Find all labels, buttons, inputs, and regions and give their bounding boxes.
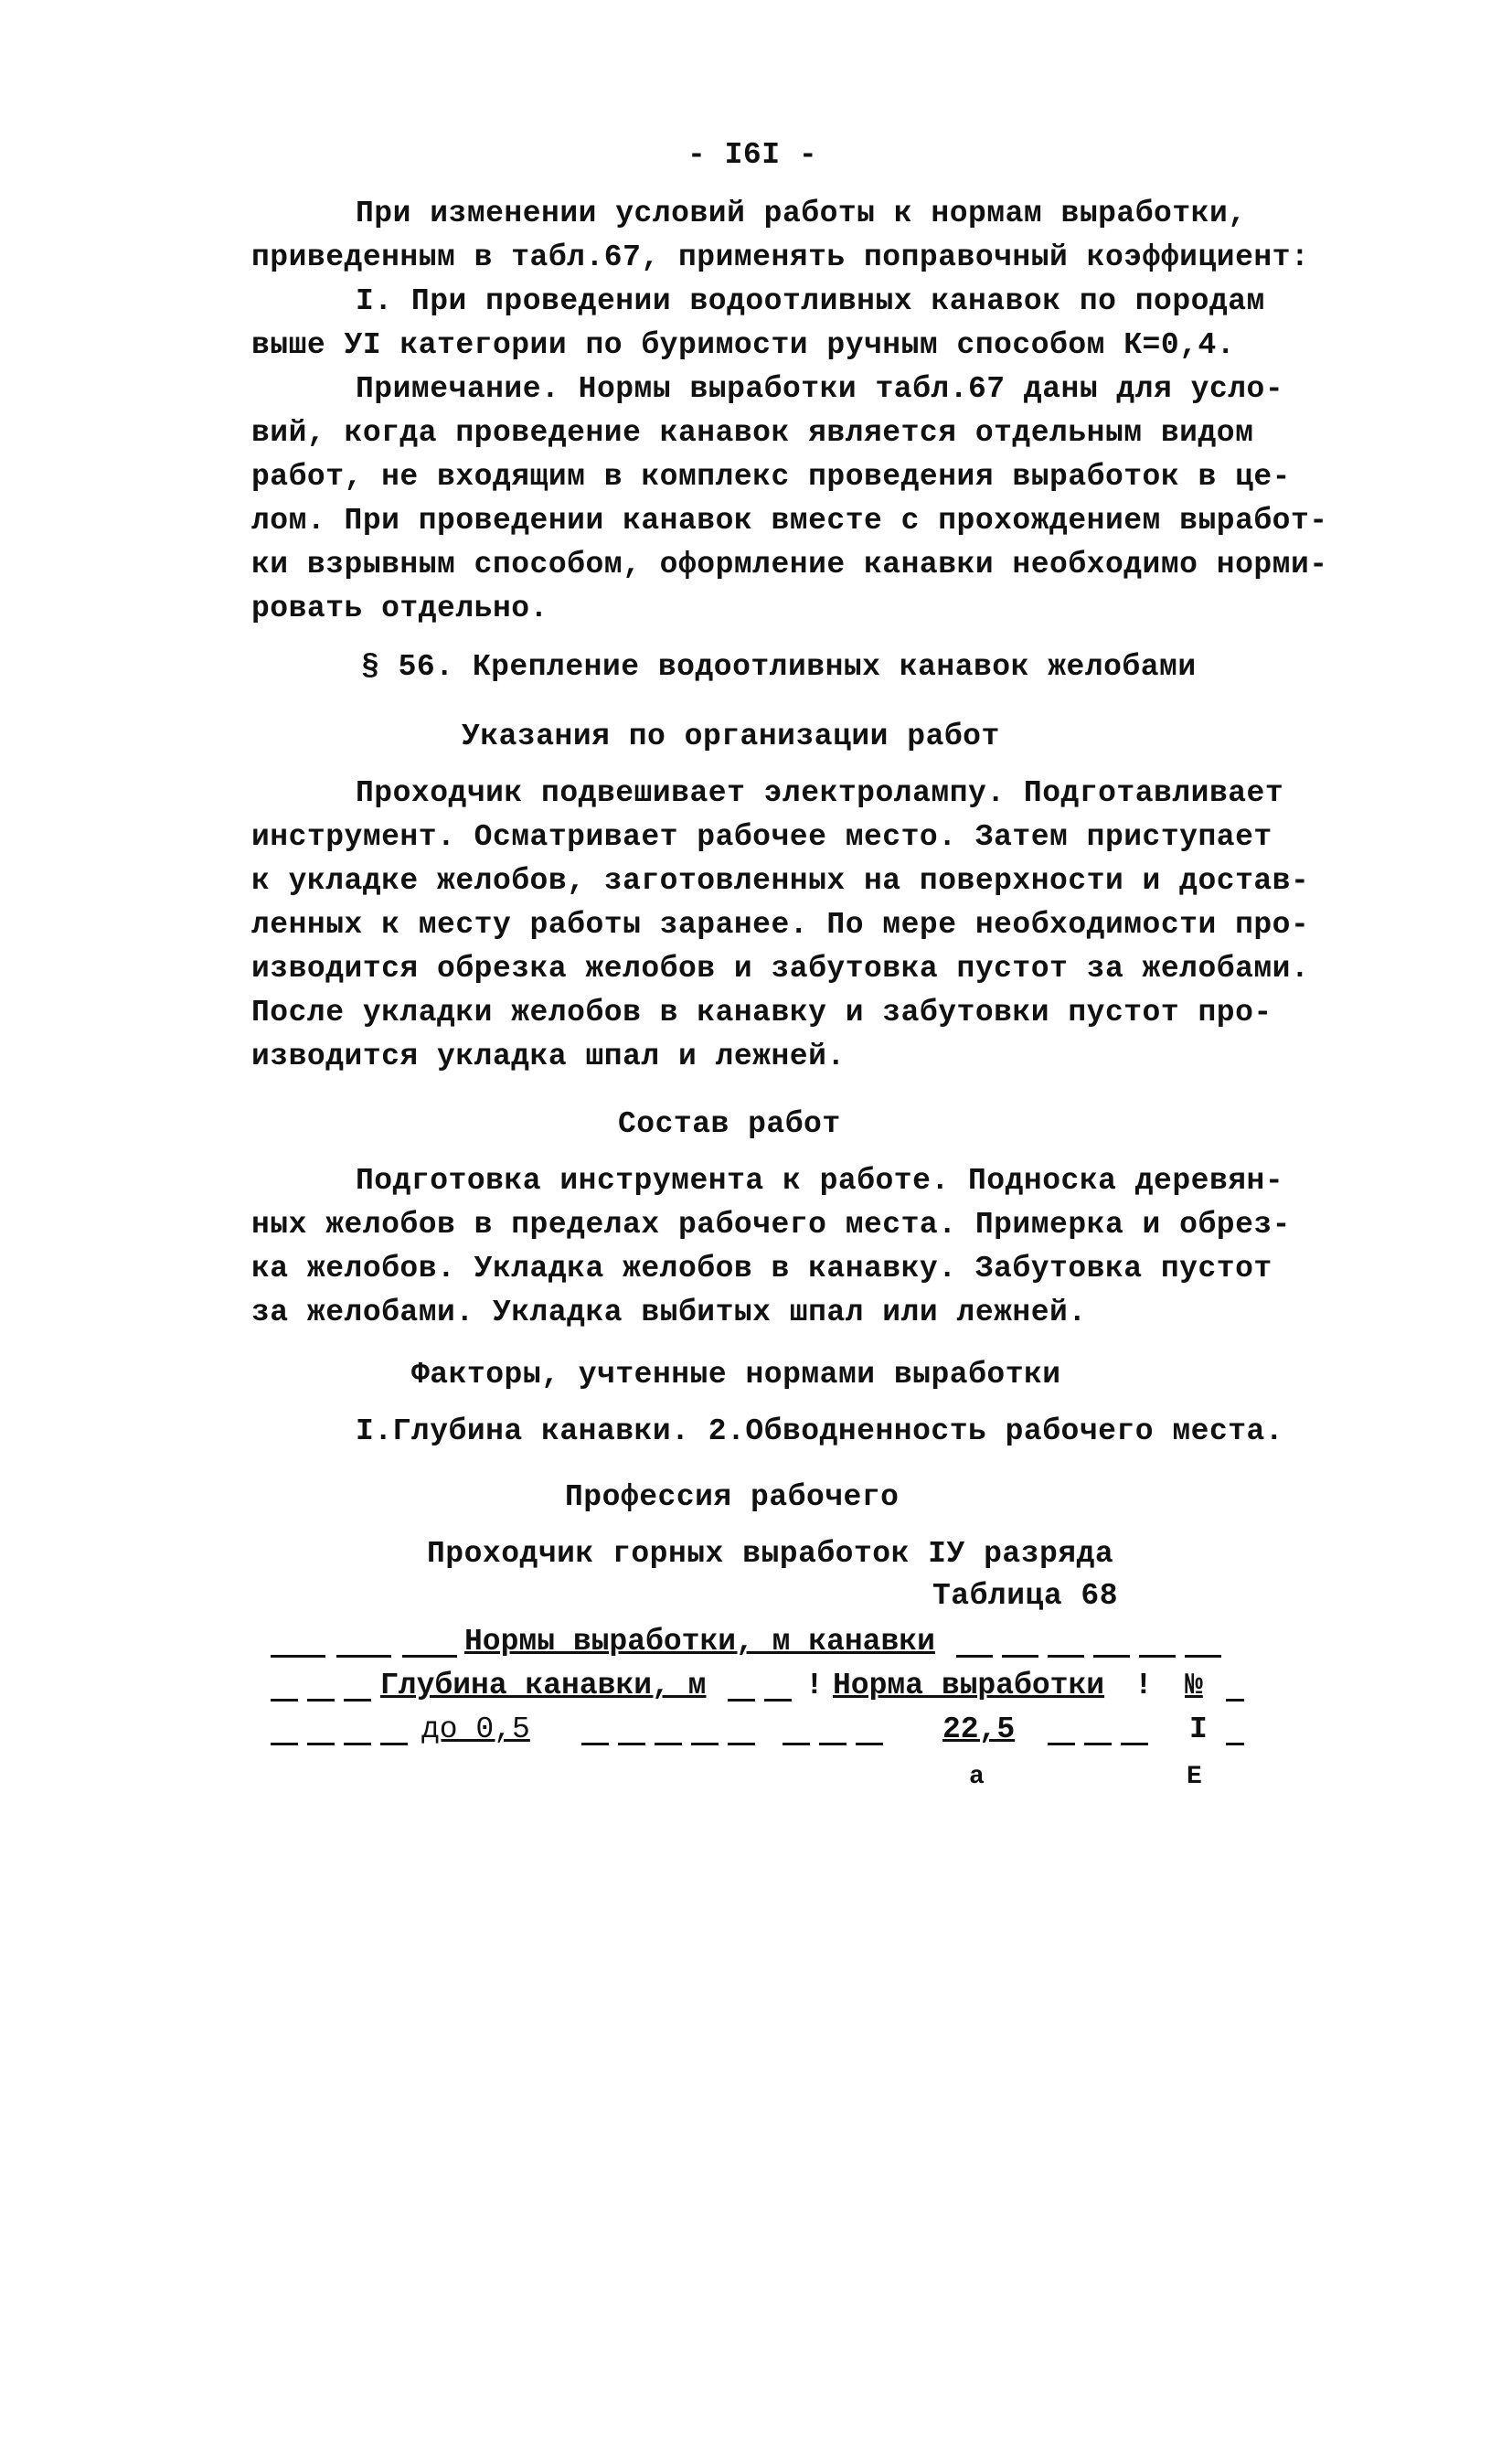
row-depth: до 0,5 — [421, 1712, 530, 1746]
col-depth-header: Глубина канавки, м — [380, 1669, 707, 1702]
table-title: Нормы выработки, м канавки — [464, 1625, 935, 1659]
factors-heading: Факторы, учтенные нормами выработки — [411, 1358, 1061, 1392]
row-norm: 22,5 — [942, 1712, 1016, 1746]
col-num-header: № — [1185, 1669, 1203, 1702]
col-divider-2: ! — [1134, 1669, 1153, 1702]
item1-line-2: выше УI категории по буримости ручным способом К=0,4. — [251, 328, 1236, 362]
item1-line-1: I. При проведении водоотливных канавок по породам — [356, 284, 1265, 318]
work-line-3: ка желобов. Укладка желобов в канавку. Забутовка пустот — [251, 1252, 1272, 1286]
org-line-4: ленных к месту работы заранее. По мере необходимости про- — [251, 908, 1310, 942]
table-title-row — [271, 1624, 1244, 1660]
org-line-2: инструмент. Осматривает рабочее место. Затем приступает — [251, 820, 1272, 854]
table-row — [271, 1712, 1244, 1748]
org-line-7: изводится укладка шпал и лежней. — [251, 1040, 846, 1073]
table-caption: Таблица 68 — [932, 1579, 1119, 1613]
org-heading: Указания по организации работ — [462, 720, 1000, 753]
work-line-4: за желобами. Укладка выбитых шпал или лежней. — [251, 1296, 1087, 1329]
note-line-2: вий, когда проведение канавок является отдельным видом — [251, 416, 1254, 450]
org-line-1: Проходчик подвешивает электролампу. Подготавливает — [356, 776, 1284, 810]
intro-line-1: При изменении условий работы к нормам выработки, — [356, 197, 1247, 230]
note-line-6: ровать отдельно. — [251, 592, 548, 625]
row-num: I — [1189, 1712, 1208, 1746]
work-line-1: Подготовка инструмента к работе. Подноска деревян- — [356, 1164, 1284, 1198]
intro-line-2: приведенным в табл.67, применять поправочный коэффициент: — [251, 240, 1310, 274]
note-line-4: лом. При проведении канавок вместе с прохождением выработ- — [251, 504, 1328, 538]
org-line-3: к укладке желобов, заготовленных на поверхности и достав- — [251, 864, 1310, 898]
col-divider-1: ! — [805, 1669, 824, 1702]
note-line-1: Примечание. Нормы выработки табл.67 даны для усло- — [356, 372, 1284, 406]
factors-line: I.Глубина канавки. 2.Обводненность рабочего места. — [356, 1414, 1284, 1448]
note-line-3: работ, не входящим в комплекс проведения выработок в це- — [251, 460, 1291, 494]
table-header-row — [271, 1668, 1244, 1704]
col-norm-header: Норма выработки — [833, 1669, 1105, 1702]
page-number: - I6I - — [687, 138, 818, 172]
col-letter-norm: а — [969, 1763, 985, 1791]
note-line-5: ки взрывным способом, оформление канавки необходимо норми- — [251, 548, 1328, 581]
section-title: § 56. Крепление водоотливных канавок желобами — [361, 650, 1197, 684]
org-line-5: изводится обрезка желобов и забутовка пустот за желобами. — [251, 952, 1310, 986]
profession-line: Проходчик горных выработок IУ разряда — [427, 1537, 1114, 1571]
profession-heading: Профессия рабочего — [565, 1480, 900, 1514]
col-letter-num: Е — [1187, 1763, 1203, 1791]
work-heading: Состав работ — [618, 1107, 841, 1141]
org-line-6: После укладки желобов в канавку и забутовки пустот про- — [251, 996, 1272, 1029]
work-line-2: ных желобов в пределах рабочего места. Примерка и обрез- — [251, 1208, 1291, 1242]
